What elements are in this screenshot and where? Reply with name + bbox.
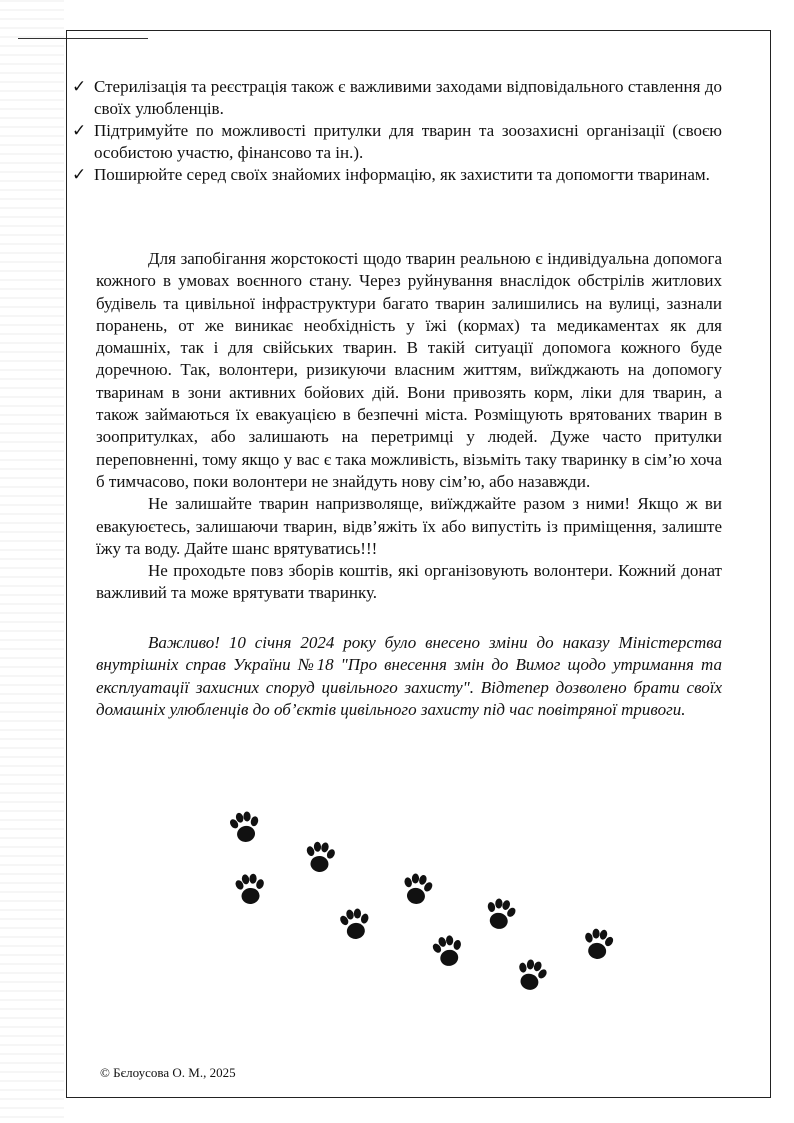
copyright-footer: © Бєлоусова О. М., 2025 bbox=[100, 1065, 236, 1080]
bullet-list bbox=[72, 76, 722, 186]
bullet-text: Стерилізація та реєстрація також є важливими заходами відповідального ставлення до своїх улюбленців. bbox=[94, 77, 722, 118]
note-text: Важливо! 10 січня 2024 року було внесено зміни до наказу Міністерства внутрішніх справ України №18 "Про внесення змін до Вимог щодо утримання та експлуатації захисних споруд цивільного захисту". Відтепер дозволено брати своїх домашніх улюбленців до об’єктів цивільного захисту під час повітряної тривоги. bbox=[96, 633, 722, 719]
bullet-text: Поширюйте серед своїх знайомих інформацію, як захистити та допомогти тваринам. bbox=[94, 165, 710, 184]
check-icon: ✓ bbox=[72, 165, 87, 185]
bullet-text: Підтримуйте по можливості притулки для тварин та зоозахисні організації (своєю особистою участю, фінансово та ін.). bbox=[94, 121, 722, 162]
bullet-item bbox=[72, 76, 722, 120]
paragraph: Не проходьте повз зборів коштів, які організовують волонтери. Кожний донат важливий та може врятувати тваринку. bbox=[96, 561, 722, 603]
paragraph: Не залишайте тварин напризволяще, виїжджайте разом з ними! Якщо ж ви евакуюєтесь, залишаючи тварин, відв’яжіть їх або випустіть із приміщення, залиште їжу та воду. Дайте шанс врятуватись!!! bbox=[96, 494, 722, 558]
scan-margin-noise bbox=[0, 0, 64, 1123]
check-icon: ✓ bbox=[72, 121, 87, 141]
check-icon: ✓ bbox=[72, 77, 87, 97]
important-note bbox=[96, 632, 722, 721]
bullet-item bbox=[72, 120, 722, 164]
paragraph: Для запобігання жорстокості щодо тварин реальною є індивідуальна допомога кожного в умовах воєнного стану. Через руйнування внаслідок обстрілів житлових будівель та цивільної інфраструктури багато тварин залишились на вулиці, зазнали поранень, от же виникає необхідність у їжі (кормах) та медикаментах як для домашніх, так і для свійських тварин. В такій ситуації допомога кожного буде доречною. Так, волонтери, ризикуючи власним життям, виїжджають на допомогу тваринам в зони активних бойових дій. Вони привозять корм, ліки для тварин, а також займаються їх евакуацією в безпечні міста. Розміщують врятованих тварин в зоопритулках, або залишають на перетримці у людей. Дуже часто притулки переповненні, тому якщо у вас є така можливість, візьміть таку тваринку в сім’ю хоча б тимчасово, поки волонтери не знайдуть нову сім’ю, або назавжди. bbox=[96, 249, 722, 491]
bullet-item bbox=[72, 164, 722, 186]
main-text bbox=[96, 248, 722, 605]
